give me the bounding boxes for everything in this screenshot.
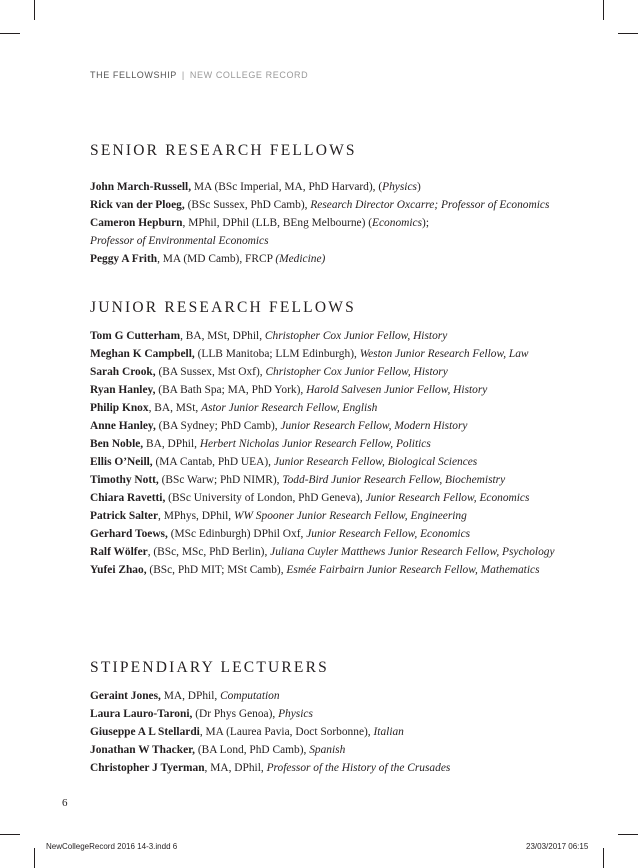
crop-mark [603, 848, 604, 868]
slug-date: 23/03/2017 06:15 [526, 842, 589, 851]
list-item: Cameron Hepburn, MPhil, DPhil (LLB, BEng Melbourne) (Economics); Professor of Environmental Economics [90, 217, 429, 247]
list-item: Ben Noble, BA, DPhil, Herbert Nicholas Junior Research Fellow, Politics [90, 438, 431, 450]
list-item: Anne Hanley, (BA Sydney; PhD Camb), Junior Research Fellow, Modern History [90, 420, 468, 432]
list-item: Peggy A Frith, MA (MD Camb), FRCP (Medicine) [90, 253, 326, 265]
section-title-senior-research-fellows: SENIOR RESEARCH FELLOWS [90, 142, 357, 159]
stipendiary-lecturers-list [90, 687, 560, 777]
senior-research-fellows-list [90, 178, 560, 268]
list-item: Ryan Hanley, (BA Bath Spa; MA, PhD York), Harold Salvesen Junior Fellow, History [90, 384, 488, 396]
running-head-separator: | [181, 70, 185, 80]
junior-research-fellows-list [90, 327, 560, 579]
crop-mark [603, 0, 604, 20]
list-item: Jonathan W Thacker, (BA Lond, PhD Camb), Spanish [90, 744, 346, 756]
section-title-stipendiary-lecturers: STIPENDIARY LECTURERS [90, 659, 329, 676]
list-item: Sarah Crook, (BA Sussex, Mst Oxf), Christopher Cox Junior Fellow, History [90, 366, 448, 378]
list-item: Meghan K Campbell, (LLB Manitoba; LLM Edinburgh), Weston Junior Research Fellow, Law [90, 348, 529, 360]
list-item: Christopher J Tyerman, MA, DPhil, Professor of the History of the Crusades [90, 762, 451, 774]
list-item: Patrick Salter, MPhys, DPhil, WW Spooner Junior Research Fellow, Engineering [90, 510, 467, 522]
list-item: Ellis O’Neill, (MA Cantab, PhD UEA), Junior Research Fellow, Biological Sciences [90, 456, 478, 468]
running-head-left: THE FELLOWSHIP [90, 70, 177, 80]
list-item: Gerhard Toews, (MSc Edinburgh) DPhil Oxf, Junior Research Fellow, Economics [90, 528, 471, 540]
list-item: Timothy Nott, (BSc Warw; PhD NIMR), Todd-Bird Junior Research Fellow, Biochemistry [90, 474, 506, 486]
list-item: John March-Russell, MA (BSc Imperial, MA, PhD Harvard), (Physics) [90, 181, 421, 193]
section-title-junior-research-fellows: JUNIOR RESEARCH FELLOWS [90, 299, 356, 316]
slug-file: NewCollegeRecord 2016 14-3.indd 6 [46, 842, 178, 851]
crop-mark [34, 848, 35, 868]
list-item: Tom G Cutterham, BA, MSt, DPhil, Christopher Cox Junior Fellow, History [90, 330, 448, 342]
crop-mark [0, 834, 20, 835]
crop-mark [34, 0, 35, 20]
list-item: Yufei Zhao, (BSc, PhD MIT; MSt Camb), Esmée Fairbairn Junior Research Fellow, Mathematics [90, 564, 540, 576]
crop-mark [618, 33, 638, 34]
list-item: Laura Lauro-Taroni, (Dr Phys Genoa), Physics [90, 708, 313, 720]
list-item: Geraint Jones, MA, DPhil, Computation [90, 690, 280, 702]
crop-mark [0, 33, 20, 34]
list-item: Rick van der Ploeg, (BSc Sussex, PhD Camb), Research Director Oxcarre; Professor of Economics [90, 199, 550, 211]
list-item: Philip Knox, BA, MSt, Astor Junior Research Fellow, English [90, 402, 378, 414]
crop-mark [618, 834, 638, 835]
running-head [90, 70, 308, 80]
page-number: 6 [62, 797, 68, 809]
list-item: Ralf Wölfer, (BSc, MSc, PhD Berlin), Juliana Cuyler Matthews Junior Research Fellow, Psychology [90, 546, 555, 558]
list-item: Giuseppe A L Stellardi, MA (Laurea Pavia, Doct Sorbonne), Italian [90, 726, 404, 738]
running-head-right: NEW COLLEGE RECORD [189, 70, 309, 80]
list-item: Chiara Ravetti, (BSc University of London, PhD Geneva), Junior Research Fellow, Economics [90, 492, 530, 504]
